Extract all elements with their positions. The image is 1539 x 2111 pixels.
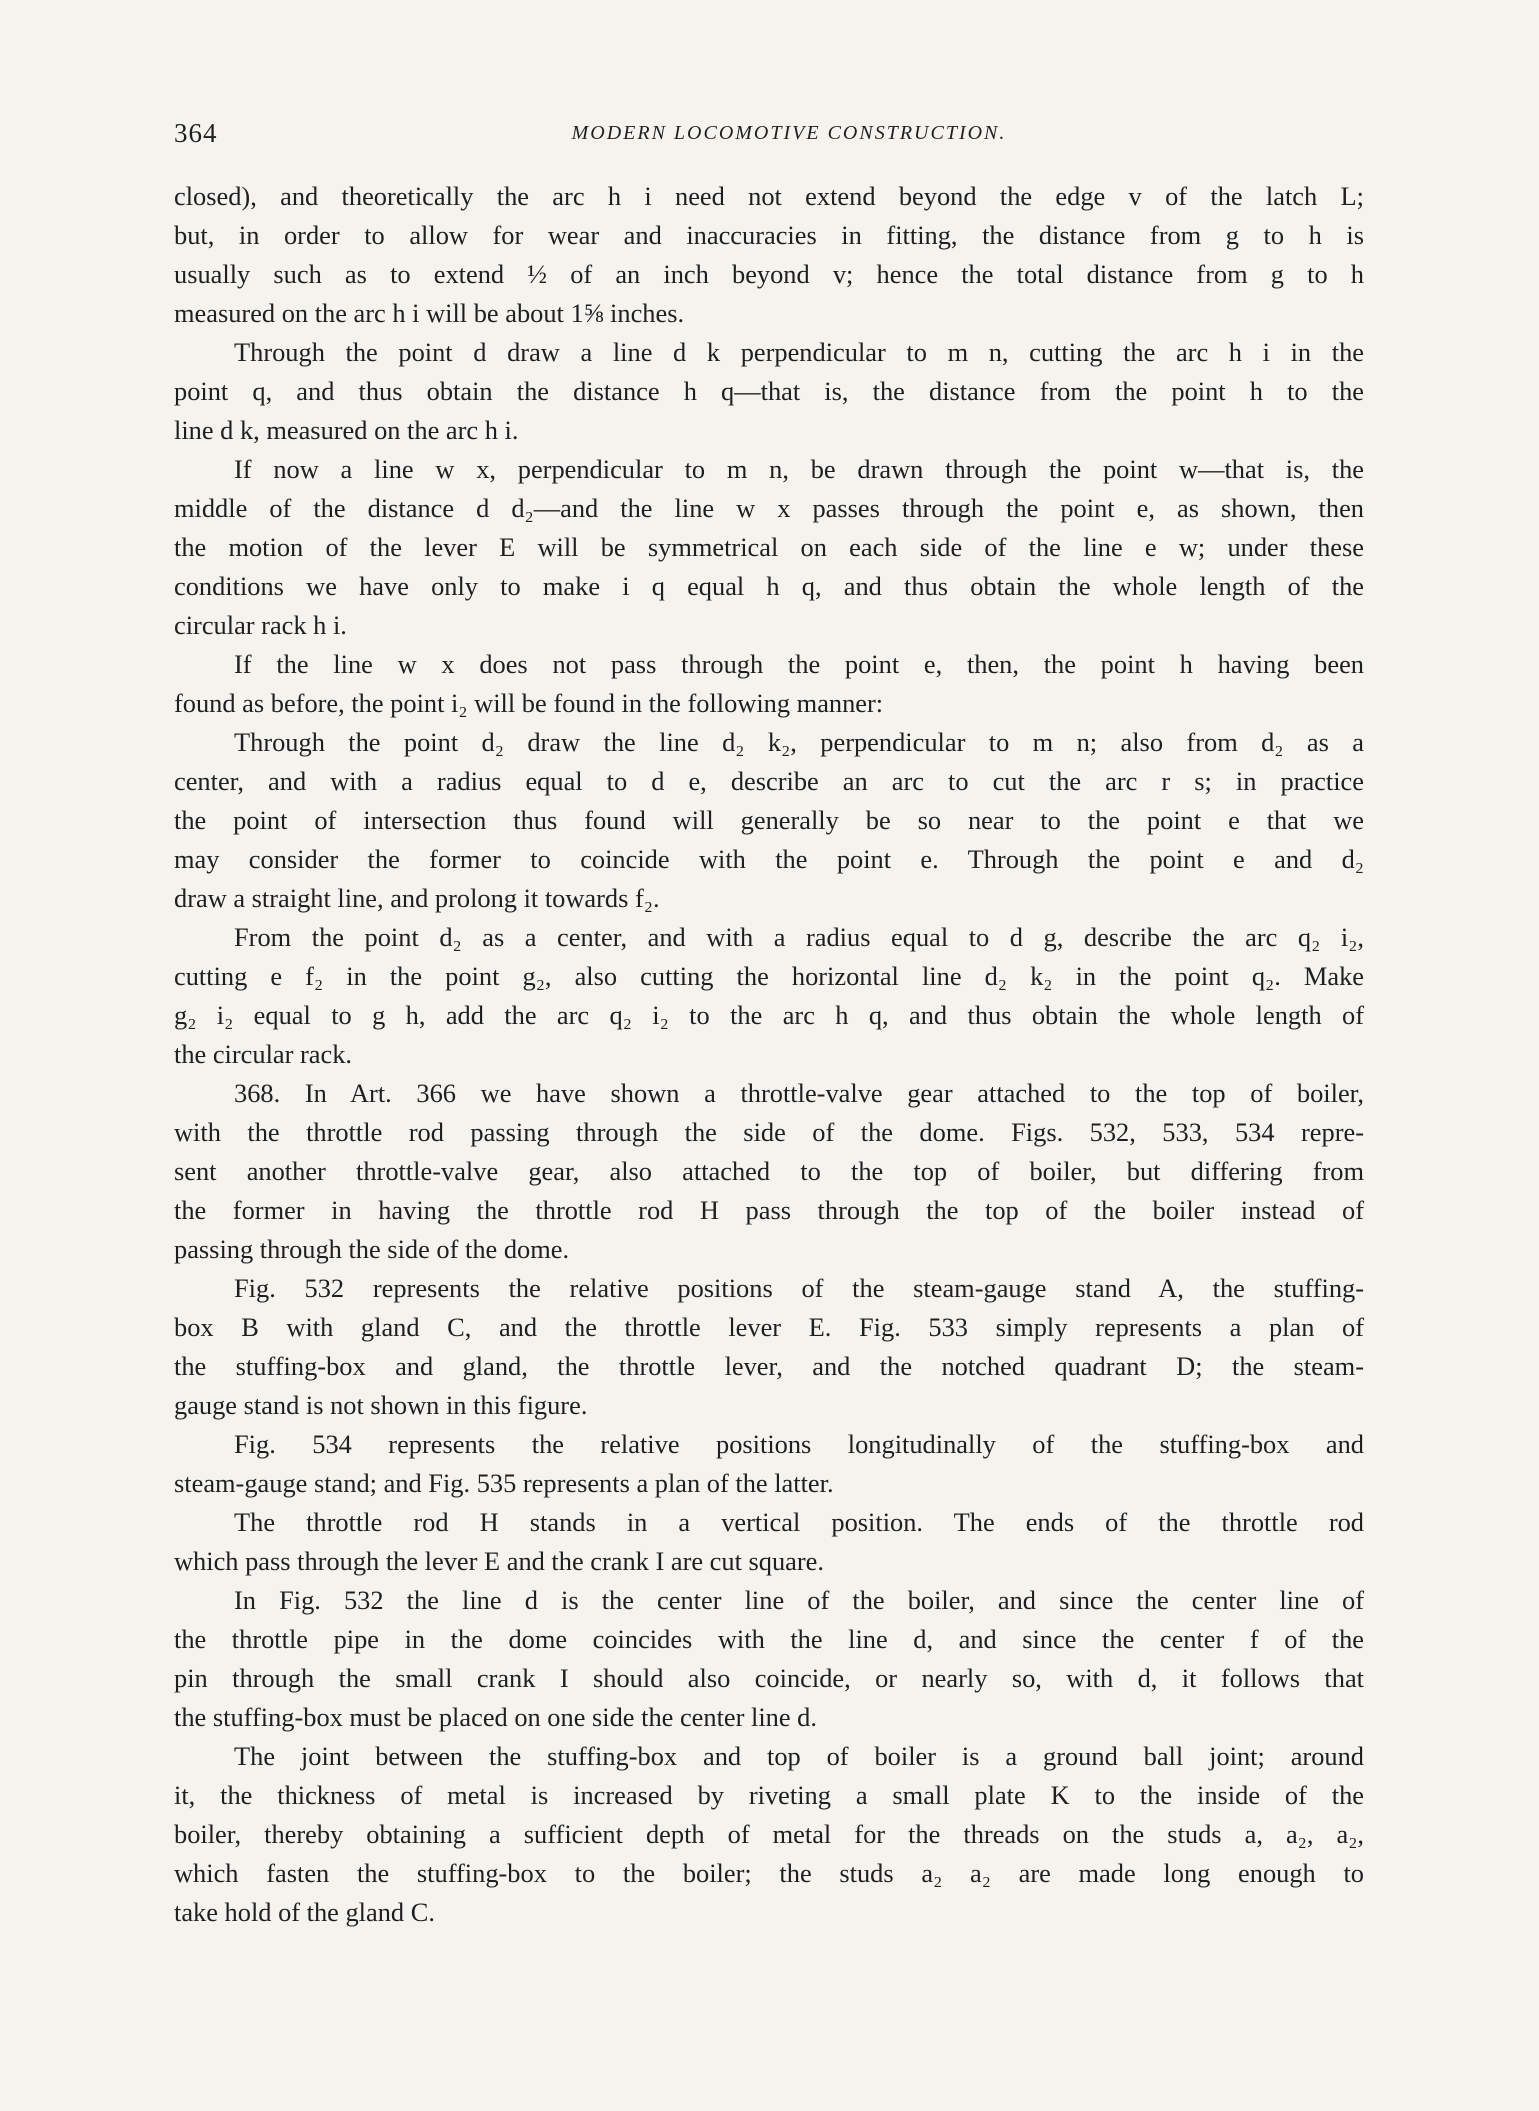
running-title: MODERN LOCOMOTIVE CONSTRUCTION.: [571, 122, 1007, 144]
paragraph: [174, 450, 1364, 645]
paragraph: [174, 1425, 1364, 1503]
page-header: [174, 118, 1364, 158]
text-line: conditions we have only to make i q equal h q, and thus obtain the whole length of the: [174, 571, 1364, 601]
text-line: the stuffing-box and gland, the throttle lever, and the notched quadrant D; the steam-: [174, 1351, 1364, 1381]
text-line: Through the point d draw a line d k perpendicular to m n, cutting the arc h i in the: [234, 337, 1364, 367]
text-line: the circular rack.: [174, 1039, 353, 1069]
text-line: The throttle rod H stands in a vertical position. The ends of the throttle rod: [234, 1507, 1364, 1537]
text-line: pin through the small crank I should also coincide, or nearly so, with d, it follows that: [174, 1663, 1364, 1693]
text-line: the throttle pipe in the dome coincides with the line d, and since the center f of the: [174, 1624, 1364, 1654]
paragraph: [174, 1581, 1364, 1737]
text-line: line d k, measured on the arc h i.: [174, 415, 519, 445]
paragraph: [174, 723, 1364, 918]
text-line: boiler, thereby obtaining a sufficient depth of metal for the threads on the studs a, a₂, a₂,: [174, 1819, 1364, 1849]
text-line: box B with gland C, and the throttle lever E. Fig. 533 simply represents a plan of: [174, 1312, 1364, 1342]
text-line: In Fig. 532 the line d is the center line of the boiler, and since the center line of: [234, 1585, 1364, 1615]
text-line: The joint between the stuffing-box and top of boiler is a ground ball joint; around: [234, 1741, 1364, 1771]
text-line: found as before, the point i₂ will be found in the following manner:: [174, 688, 884, 718]
text-line: usually such as to extend ½ of an inch beyond v; hence the total distance from g to h: [174, 259, 1364, 289]
text-line: g₂ i₂ equal to g h, add the arc q₂ i₂ to the arc h q, and thus obtain the whole length of: [174, 1000, 1364, 1030]
paragraph: [174, 177, 1364, 333]
text-line: draw a straight line, and prolong it towards f₂.: [174, 883, 660, 913]
body-text: [174, 177, 1364, 1932]
text-line: If the line w x does not pass through the point e, then, the point h having been: [234, 649, 1364, 679]
text-line: closed), and theoretically the arc h i need not extend beyond the edge v of the latch L;: [174, 181, 1364, 211]
text-line: which pass through the lever E and the crank I are cut square.: [174, 1546, 824, 1576]
text-line: point q, and thus obtain the distance h q—that is, the distance from the point h to the: [174, 376, 1364, 406]
text-line: From the point d₂ as a center, and with a radius equal to d g, describe the arc q₂ i₂,: [234, 922, 1364, 952]
paragraph: [174, 645, 1364, 723]
text-line: 368. In Art. 366 we have shown a throttle-valve gear attached to the top of boiler,: [234, 1078, 1364, 1108]
paragraph: [174, 1269, 1364, 1425]
text-line: Fig. 532 represents the relative positions of the steam-gauge stand A, the stuffing-: [234, 1273, 1364, 1303]
text-line: Fig. 534 represents the relative positions longitudinally of the stuffing-box and: [234, 1429, 1364, 1459]
text-line: but, in order to allow for wear and inaccuracies in fitting, the distance from g to h is: [174, 220, 1364, 250]
text-line: may consider the former to coincide with the point e. Through the point e and d₂: [174, 844, 1364, 874]
text-line: the point of intersection thus found will generally be so near to the point e that we: [174, 805, 1364, 835]
page-number: 364: [174, 118, 218, 148]
text-line: measured on the arc h i will be about 1⅝ inches.: [174, 298, 685, 328]
text-line: If now a line w x, perpendicular to m n, be drawn through the point w—that is, the: [234, 454, 1364, 484]
text-line: cutting e f₂ in the point g₂, also cutting the horizontal line d₂ k₂ in the point q₂. Make: [174, 961, 1364, 991]
text-line: with the throttle rod passing through the side of the dome. Figs. 532, 533, 534 repre-: [174, 1117, 1364, 1147]
text-line: it, the thickness of metal is increased by riveting a small plate K to the inside of the: [174, 1780, 1364, 1810]
text-line: which fasten the stuffing-box to the boiler; the studs a₂ a₂ are made long enough to: [174, 1858, 1364, 1888]
text-line: center, and with a radius equal to d e, describe an arc to cut the arc r s; in practice: [174, 766, 1364, 796]
text-line: steam-gauge stand; and Fig. 535 represents a plan of the latter.: [174, 1468, 834, 1498]
paragraph: [174, 1503, 1364, 1581]
text-line: Through the point d₂ draw the line d₂ k₂, perpendicular to m n; also from d₂ as a: [234, 727, 1364, 757]
paragraph: [174, 1074, 1364, 1269]
paragraph: [174, 333, 1364, 450]
text-line: gauge stand is not shown in this figure.: [174, 1390, 588, 1420]
text-line: middle of the distance d d₂—and the line w x passes through the point e, as shown, then: [174, 493, 1364, 523]
text-line: take hold of the gland C.: [174, 1897, 435, 1927]
text-line: the motion of the lever E will be symmetrical on each side of the line e w; under these: [174, 532, 1364, 562]
paragraph: [174, 1737, 1364, 1932]
text-line: sent another throttle-valve gear, also attached to the top of boiler, but differing from: [174, 1156, 1364, 1186]
text-line: the former in having the throttle rod H pass through the top of the boiler instead of: [174, 1195, 1364, 1225]
text-line: circular rack h i.: [174, 610, 347, 640]
text-line: the stuffing-box must be placed on one side the center line d.: [174, 1702, 817, 1732]
text-line: passing through the side of the dome.: [174, 1234, 570, 1264]
paragraph: [174, 918, 1364, 1074]
